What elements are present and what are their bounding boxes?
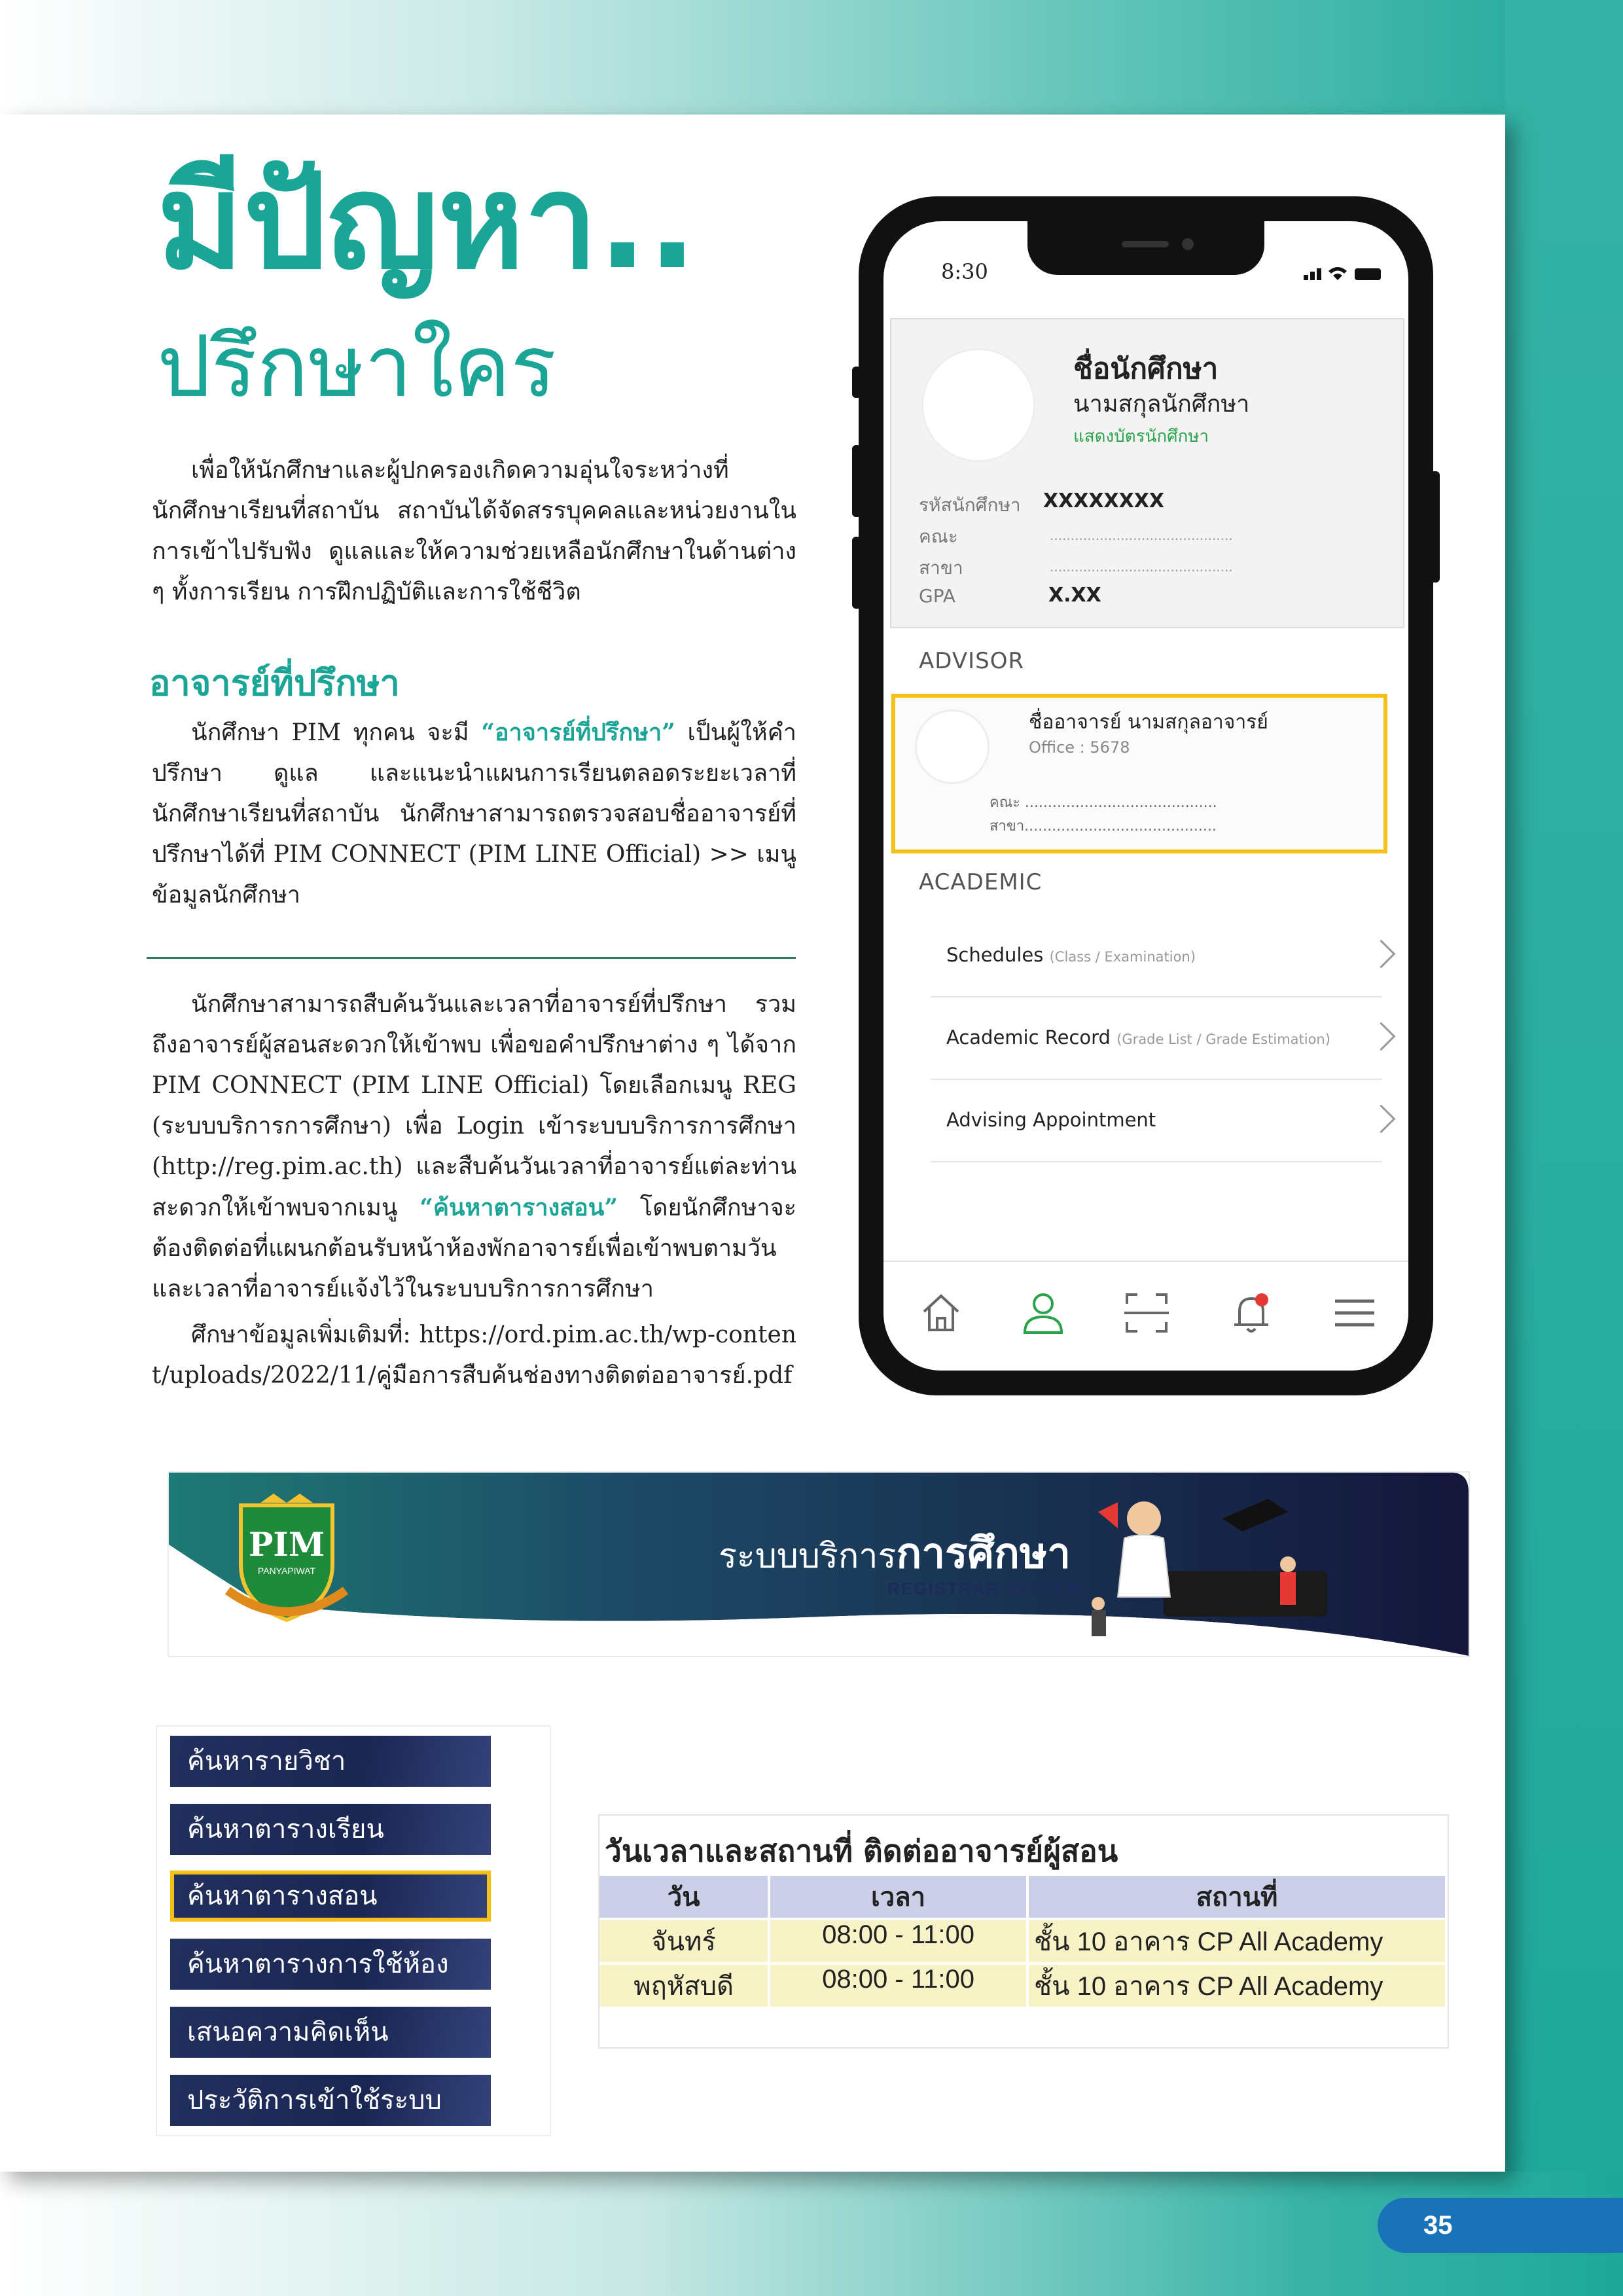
home-icon[interactable] [915,1287,967,1339]
registrar-banner [168,1471,1470,1657]
menu-login-history[interactable]: ประวัติการเข้าใช้ระบบ [170,2075,491,2126]
advisor-highlight: “อาจารย์ที่ปรึกษา” [481,719,675,746]
status-time: 8:30 [941,259,988,284]
page-number: 35 [1378,2198,1623,2253]
advisor-paragraph [152,712,796,916]
table-header-row [599,1876,1448,1919]
speaker-grille [1122,241,1169,247]
menu-feedback[interactable]: เสนอความคิดเห็น [170,2007,491,2058]
search-paragraph [152,984,796,1396]
search-text-after: โดยนักศึกษาจะต้องติดต่อที่แผนกต้อนรับหน้าห้องพักอาจารย์เพื่อเข้าพบตามวันและเวลาที่อาจารย์แจ้งไว้ในระบบบริการการศึกษา [152,1194,796,1302]
cell-place: ชั้น 10 อาคาร CP All Academy [1029,1920,1445,1962]
advisor-card[interactable] [891,694,1387,853]
header-time: เวลา [770,1876,1026,1918]
top-gradient-band [0,0,1623,115]
cell-time: 08:00 - 11:00 [770,1965,1026,2007]
table-row [599,1920,1448,1964]
bottom-tab-bar [883,1261,1408,1371]
banner-title-light: ระบบบริการ [719,1537,897,1576]
table-row [599,1965,1448,2008]
status-icons [1304,264,1382,280]
chevron-right-icon [1367,1022,1396,1051]
menu-icon[interactable] [1329,1287,1381,1339]
chevron-right-icon [1367,1105,1396,1134]
academic-section-label: ACADEMIC [919,869,1043,895]
more-info-text: ศึกษาข้อมูลเพิ่มเติมที่: https://ord.pim.ac.th/wp-content/uploads/2022/11/คู่มือการสืบค้นช่องทางติดต่ออาจารย์.pdf [152,1321,796,1389]
menu-search-course[interactable]: ค้นหารายวิชา [170,1736,491,1787]
advisor-name: ชื่ออาจารย์ นามสกุลอาจารย์ [1029,711,1268,734]
bell-icon[interactable] [1225,1287,1277,1339]
scan-icon[interactable] [1120,1287,1173,1339]
section-divider [147,957,796,959]
logo-text: PIM [248,1525,325,1564]
page-title: มีปัญหา.. [157,146,698,298]
banner-title [719,1520,1071,1587]
student-surname: นามสกุลนักศึกษา [1073,391,1250,418]
advisor-text-before: นักศึกษา PIM ทุกคน จะมี [191,719,482,746]
menu-label-academic-record: Academic Record [946,1026,1111,1049]
intro-paragraph [152,450,796,613]
advisor-avatar [915,709,990,784]
advisor-section-label: ADVISOR [919,648,1025,674]
menu-item-academic-record[interactable] [931,1001,1382,1080]
wifi-icon [1327,266,1348,280]
chevron-right-icon [1367,940,1396,969]
header-place: สถานที่ [1029,1876,1445,1918]
info-value-id: XXXXXXXX [1043,490,1165,512]
student-name: ชื่อนักศึกษา [1073,352,1219,386]
search-text-before: นักศึกษาสามารถสืบค้นวันและเวลาที่อาจารย์ที่ปรึกษา รวมถึงอาจารย์ผู้สอนสะดวกให้เข้าพบ เพื่อขอคำปรึกษาต่าง ๆ ได้จาก PIM CONNECT (PIM LINE Official) โดยเลือกเมนู REG (ระบบบริการการศึกษา) เพื่อ Login เข้าระบบบริการการศึกษา (http://reg.pim.ac.th) และสืบค้นวันเวลาที่อาจารย์แต่ละท่านสะดวกให้เข้าพบจากเมนู [152,991,796,1221]
cell-time: 08:00 - 11:00 [770,1920,1026,1962]
info-value-faculty: ............................................ [1050,528,1233,543]
logo-subtext: PANYAPIWAT [257,1566,316,1576]
cell-day: จันทร์ [599,1920,768,1962]
advisor-major: สาขา.......................................... [990,818,1217,834]
intro-text: เพื่อให้นักศึกษาและผู้ปกครองเกิดความอุ่นใจระหว่างที่นักศึกษาเรียนที่สถาบัน สถาบันได้จัดสรรบุคคลและหน่วยงานในการเข้าไปรับฟัง ดูแลและให้ความช่วยเหลือนักศึกษาในด้านต่าง ๆ ทั้งการเรียน การฝึกปฏิบัติและการใช้ชีวิต [152,457,796,605]
menu-search-room-schedule[interactable]: ค้นหาตารางการใช้ห้อง [170,1939,491,1990]
info-value-gpa: X.XX [1048,584,1101,607]
advisor-faculty: คณะ .......................................... [990,795,1217,811]
contact-hours-table [598,1814,1449,2049]
phone-screen [883,221,1408,1371]
student-profile-card[interactable] [890,318,1404,628]
banner-illustration [1072,1473,1347,1656]
registrar-side-menu [156,1725,551,2136]
table-title: วันเวลาและสถานที่ ติดต่ออาจารย์ผู้สอน [605,1833,1118,1869]
show-card-link[interactable]: แสดงบัตรนักศึกษา [1073,427,1209,446]
banner-title-bold: การศึกษา [896,1530,1071,1578]
pim-logo [221,1492,352,1623]
student-avatar [921,348,1035,462]
section-title-advisor: อาจารย์ที่ปรึกษา [149,662,400,704]
cell-place: ชั้น 10 อาคาร CP All Academy [1029,1965,1445,2007]
menu-item-advising-appointment[interactable] [931,1084,1382,1162]
advisor-office: Office : 5678 [1029,738,1130,757]
battery-icon [1355,268,1381,280]
info-label-id: รหัสนักศึกษา [919,494,1021,516]
menu-label-advising: Advising Appointment [946,1109,1156,1131]
info-label-gpa: GPA [919,585,955,607]
user-icon[interactable] [1017,1287,1069,1339]
front-camera [1182,238,1194,250]
header-day: วัน [599,1876,768,1918]
advisor-text-after: เป็นผู้ให้คำปรึกษา ดูแล และแนะนำแผนการเรียนตลอดระยะเวลาที่นักศึกษาเรียนที่สถาบัน นักศึกษาสามารถตรวจสอบชื่ออาจารย์ที่ปรึกษาได้ที่ PIM CONNECT (PIM LINE Official) >> เมนูข้อมูลนักศึกษา [152,719,796,908]
right-teal-band [1505,0,1623,2296]
menu-sub-schedules: (Class / Examination) [1049,949,1196,965]
menu-search-teaching-schedule[interactable]: ค้นหาตารางสอน [170,1871,491,1922]
info-label-faculty: คณะ [919,526,958,547]
menu-search-class-schedule[interactable]: ค้นหาตารางเรียน [170,1804,491,1855]
phone-mockup [859,196,1433,1395]
menu-sub-academic-record: (Grade List / Grade Estimation) [1116,1031,1330,1047]
phone-notch [1027,221,1264,275]
page-subtitle: ปรึกษาใคร [157,317,557,416]
cell-day: พฤหัสบดี [599,1965,768,2007]
banner-subtitle: REGISTRAR SYSTEM [887,1579,1084,1598]
menu-label-schedules: Schedules [946,944,1044,966]
search-highlight: “ค้นหาตารางสอน” [419,1194,618,1221]
info-label-major: สาขา [919,557,963,579]
info-value-major: ............................................ [1050,559,1233,575]
menu-item-schedules[interactable] [931,919,1382,997]
